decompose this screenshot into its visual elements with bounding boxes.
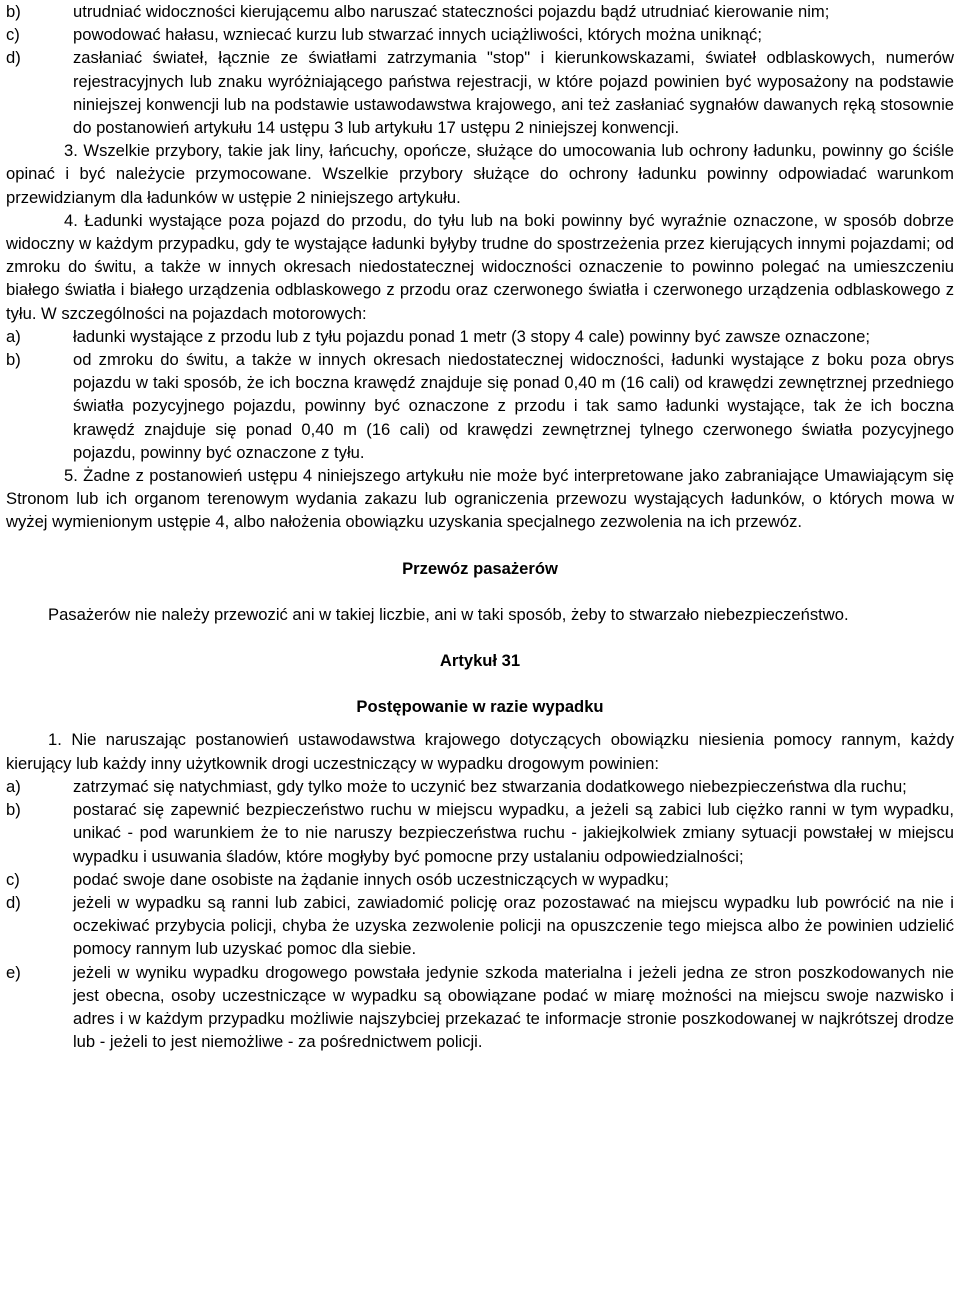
list-item-label: e) <box>6 962 21 982</box>
list-item <box>6 868 954 891</box>
list-item-text: zasłaniać świateł, łącznie ze światłami zatrzymania "stop" i kierunkowskazami, świateł odblaskowych, numerów rejestracyjnych lub znaku wyróżniającego państwa rejestracji, w które pojazd powinien być wyposażony na podstawie niniejszej konwencji lub na podstawie ustawodawstwa krajowego, ani też zasłaniać sygnałów dawanych ręką stosownie do postanowień artykułu 14 ustępu 3 lub artykułu 17 ustępu 2 niniejszej konwencji. <box>73 48 954 138</box>
list-item-text: od zmroku do świtu, a także w innych okresach niedostatecznej widoczności, ładunki wystające z boku poza obrys pojazdu w taki sposób, że ich boczna krawędź znajduje się ponad 0,40 m (16 cali) od krawędzi zewnętrznej przedniego światła pozycyjnego pojazdu, powinny być oznaczone z przodu i tak samo ładunki wystające, tak że ich boczna krawędź znajduje się ponad 0,40 m (16 cali) od krawędzi zewnętrznej tylnego czerwonego światła pozycyjnego pojazdu, powinny być oznaczone z tyłu. <box>73 350 954 462</box>
list-item <box>6 0 954 23</box>
article-31-paragraph-1: 1. Nie naruszając postanowień ustawodawstwa krajowego dotyczących obowiązku niesienia pomocy rannym, każdy kierujący lub każdy inny użytkownik drogi uczestniczący w wypadku drogowym powinien: <box>6 730 954 773</box>
article-title: Artykuł 31 <box>439 651 521 671</box>
list-item-text: jeżeli w wypadku są ranni lub zabici, zawiadomić policję oraz pozostawać na miejscu wypadku lub powrócić na nie i oczekiwać przybycia policji, chyba że uzyska zezwolenie policji na opuszczenie tego miejsca albo że powinien udzielić pomocy rannym lub uzyskać pomoc dla siebie. <box>73 892 954 959</box>
list-item-text: ładunki wystające z przodu lub z tyłu pojazdu ponad 1 metr (3 stopy 4 cale) powinny być zawsze oznaczone; <box>73 326 870 346</box>
list-item <box>6 23 954 46</box>
list-item-text: zatrzymać się natychmiast, gdy tylko może to uczynić bez stwarzania dodatkowego niebezpieczeństwa dla ruchu; <box>73 776 907 796</box>
list-item-label: b) <box>6 2 21 21</box>
list-item <box>6 798 954 868</box>
list-item-label: a) <box>6 326 21 346</box>
list-item-label: c) <box>6 25 20 45</box>
list-item-text: jeżeli w wyniku wypadku drogowego powstała jedynie szkoda materialna i jeżeli jedna ze stron poszkodowanych nie jest obecna, osoby uczestniczące w wypadku są obowiązane podać w miarę możności na miejscu swoje nazwisko i adres i w każdym przypadku możliwie najszybciej przekazać te informacje stronie poszkodowanej w najkrótszej drodze lub - jeżeli to jest niemożliwe - za pośrednictwem policji. <box>73 962 954 1052</box>
list-item-label: c) <box>6 869 20 889</box>
list-item <box>6 891 954 961</box>
list-item-label: d) <box>6 892 21 912</box>
paragraph-5: 5. Żadne z postanowień ustępu 4 niniejszego artykułu nie może być interpretowane jako zabraniające Umawiającym się Stronom lub ich organom terenowym wydania zakazu lub ograniczenia przewozu wystających ładunków, o których mowa w wyżej wymienionym ustępie 4, albo nałożenia obowiązku uzyskania specjalnego zezwolenia na ich przewóz. <box>6 466 954 532</box>
paragraph-4: 4. Ładunki wystające poza pojazd do przodu, do tyłu lub na boki powinny być wyraźnie oznaczone, w sposób dobrze widoczny w każdym przypadku, gdy te wystające ładunki byłyby trudne do spostrzeżenia przez kierujących innymi pojazdami; od zmroku do świtu, a także w innych okresach niedostatecznej widoczności oznaczenie to powinno polegać na umieszczeniu białego światła i białego urządzenia odblaskowego z przodu oraz czerwonego światła i czerwonego urządzenia odblaskowego z tyłu. W szczególności na pojazdach motorowych: <box>6 210 954 323</box>
list-item-label: b) <box>6 350 21 370</box>
passengers-paragraph: Pasażerów nie należy przewozić ani w takiej liczbie, ani w taki sposób, żeby to stwarzało niebezpieczeństwo. <box>48 604 849 624</box>
article-subtitle: Postępowanie w razie wypadku <box>356 697 604 717</box>
list-item <box>6 775 954 798</box>
section-heading-passengers: Przewóz pasażerów <box>402 558 558 578</box>
list-item-label: a) <box>6 776 21 796</box>
list-item <box>6 46 954 139</box>
paragraph-3: 3. Wszelkie przybory, takie jak liny, łańcuchy, opończe, służące do umocowania lub ochrony ładunku, powinny go ściśle opinać i być należycie przymocowane. Wszelkie przybory służące do ochrony ładunku powinny odpowiadać warunkom przewidzianym dla ładunków w ustępie 2 niniejszego artykułu. <box>6 141 954 207</box>
list-item-text: powodować hałasu, wzniecać kurzu lub stwarzać innych uciążliwości, których można uniknąć; <box>73 25 762 45</box>
list-item <box>6 961 954 1054</box>
list-item-text: postarać się zapewnić bezpieczeństwo ruchu w miejscu wypadku, a jeżeli są zabici lub ciężko ranni w tym wypadku, unikać - pod warunkiem że to nie naruszy bezpieczeństwa ruchu - jakiejkolwiek zmiany sytuacji powstałej w miejscu wypadku i usuwania śladów, które mogłyby być pomocne przy ustalaniu odpowiedzialności; <box>73 800 954 866</box>
list-item <box>6 348 954 464</box>
list-item-text: podać swoje dane osobiste na żądanie innych osób uczestniczących w wypadku; <box>73 869 669 889</box>
list-item <box>6 325 954 348</box>
list-item-label: d) <box>6 48 21 68</box>
list-item-label: b) <box>6 800 21 820</box>
list-item-text: utrudniać widoczności kierującemu albo naruszać stateczności pojazdu bądź utrudniać kierowanie nim; <box>73 2 830 21</box>
